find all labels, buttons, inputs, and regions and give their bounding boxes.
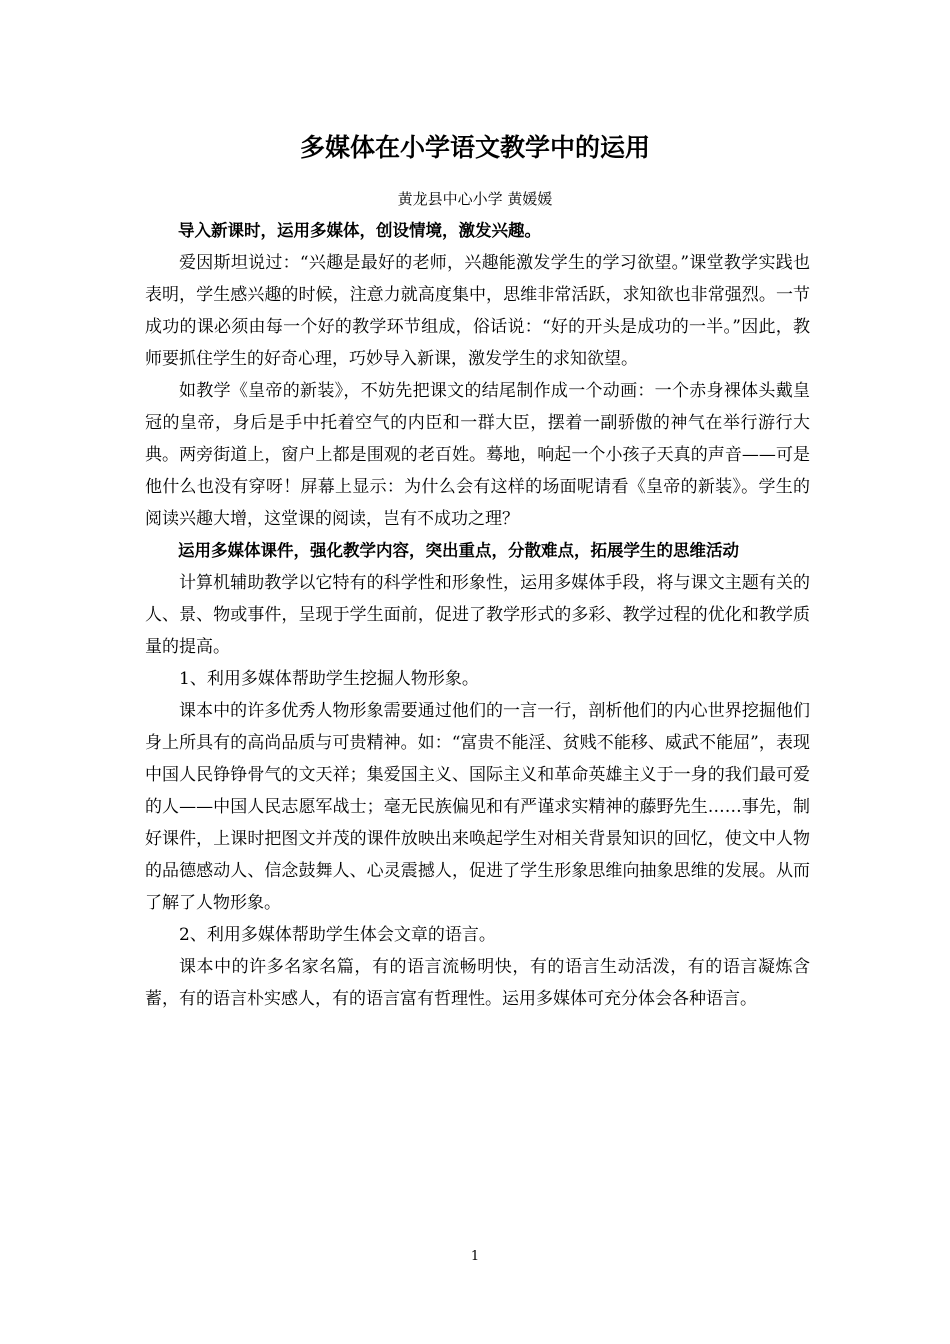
- document-title: 多媒体在小学语文教学中的运用: [299, 133, 650, 162]
- paragraph-3: 计算机辅助教学以它特有的科学性和形象性，运用多媒体手段，将与课文主题有关的人、景、物或事件，呈现于学生面前，促进了教学形式的多彩、教学过程的优化和教学质量的提高。: [145, 573, 810, 657]
- section-heading-1: 导入新课时，运用多媒体，创设情境，激发兴趣。: [178, 221, 541, 240]
- section-heading-2: 运用多媒体课件，强化教学内容，突出重点，分散难点，拓展学生的思维活动: [178, 541, 739, 560]
- paragraph-2: 如教学《皇帝的新装》，不妨先把课文的结尾制作成一个动画：一个赤身裸体头戴皇冠的皇帝，身后是手中托着空气的内臣和一群大臣，摆着一副骄傲的神气在举行游行大典。两旁街道上，窗户上都是围观的老百姓。蓦地，响起一个小孩子天真的声音——可是他什么也没有穿呀！屏幕上显示：为什么会有这样的场面呢请看《皇帝的新装》。学生的阅读兴趣大增，这堂课的阅读，岂有不成功之理？: [145, 381, 810, 529]
- list-item-1: 1、利用多媒体帮助学生挖掘人物形象。: [179, 669, 479, 689]
- paragraph-4: 课本中的许多优秀人物形象需要通过他们的一言一行，剖析他们的内心世界挖掘他们身上所具有的高尚品质与可贵精神。如：“富贵不能淫、贫贱不能移、威武不能屈”，表现中国人民铮铮骨气的文天祥；集爱国主义、国际主义和革命英雄主义于一身的我们最可爱的人——中国人民志愿军战士；毫无民族偏见和有严谨求实精神的藤野先生……事先，制好课件，上课时把图文并茂的课件放映出来唤起学生对相关背景知识的回忆，使文中人物的品德感动人、信念鼓舞人、心灵震撼人，促进了学生形象思维向抽象思维的发展。从而了解了人物形象。: [145, 701, 810, 913]
- document-author: 黄龙县中心小学 黄媛媛: [397, 190, 553, 208]
- paragraph-5: 课本中的许多名家名篇，有的语言流畅明快，有的语言生动活泼，有的语言凝炼含蓄，有的语言朴实感人，有的语言富有哲理性。运用多媒体可充分体会各种语言。: [145, 957, 810, 1009]
- page-number: 1: [470, 1249, 480, 1264]
- document-body: [145, 215, 810, 1015]
- list-item-2: 2、利用多媒体帮助学生体会文章的语言。: [179, 925, 496, 945]
- paragraph-1: 爱因斯坦说过：“兴趣是最好的老师，兴趣能激发学生的学习欲望。”课堂教学实践也表明，学生感兴趣的时候，注意力就高度集中，思维非常活跃，求知欲也非常强烈。一节成功的课必须由每一个好的教学环节组成，俗话说：“好的开头是成功的一半。”因此，教师要抓住学生的好奇心理，巧妙导入新课，激发学生的求知欲望。: [145, 253, 810, 369]
